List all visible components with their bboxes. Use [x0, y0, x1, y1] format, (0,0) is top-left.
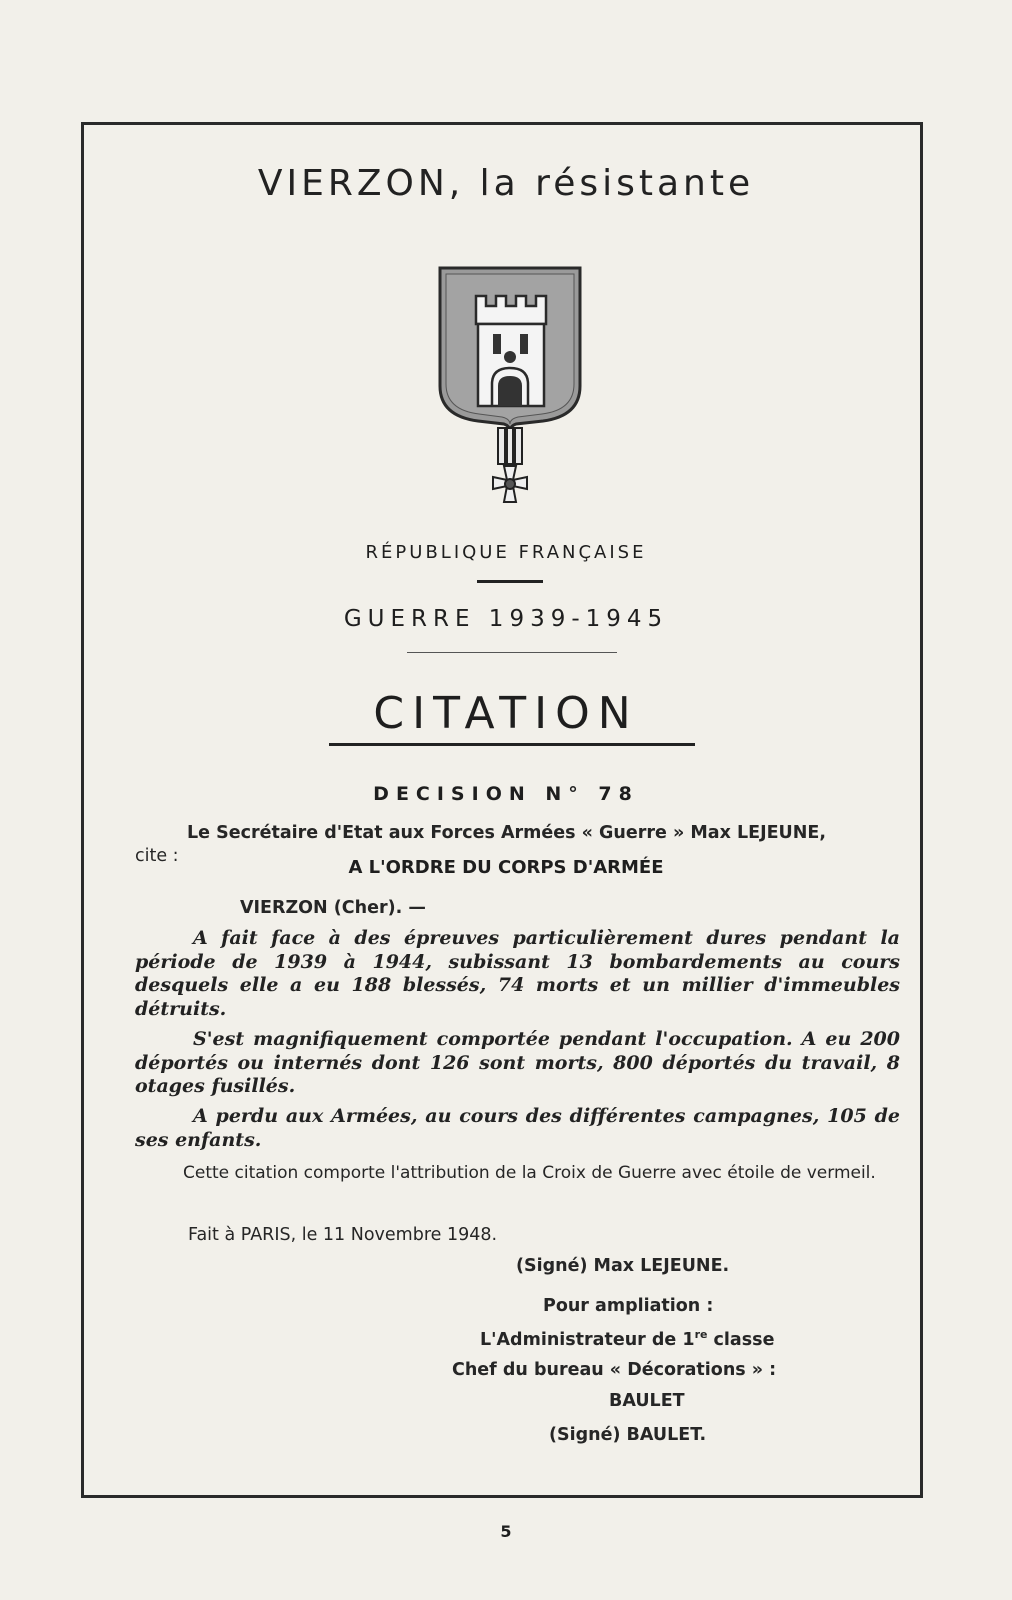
administrator-text: L'Administrateur de 1: [480, 1329, 695, 1350]
signature-baulet: (Signé) BAULET.: [549, 1425, 707, 1445]
administrator-line: [480, 1328, 774, 1350]
baulet-name: BAULET: [609, 1391, 685, 1411]
intro-line: Le Secrétaire d'Etat aux Forces Armées « Guerre » Max LEJEUNE,: [187, 823, 826, 843]
citation-paragraph: S'est magnifiquement comportée pendant l'occupation. A eu 200 déportés ou internés dont 126 sont morts, 800 déportés du travail, 8 otages fusillés.: [135, 1028, 900, 1097]
citation-heading: CITATION: [373, 688, 639, 739]
divider: [407, 652, 617, 653]
croix-de-guerre-icon: [493, 466, 527, 502]
signature-lejeune: (Signé) Max LEJEUNE.: [516, 1256, 730, 1276]
attribution-text: Cette citation comporte l'attribution de la Croix de Guerre avec étoile de vermeil.: [183, 1163, 876, 1183]
intro-cite: cite :: [135, 846, 179, 866]
date-line: Fait à PARIS, le 11 Novembre 1948.: [188, 1225, 498, 1245]
decision-number: DECISION N° 78: [373, 783, 639, 805]
order-line: A L'ORDRE DU CORPS D'ARMÉE: [348, 857, 664, 878]
war-label: GUERRE 1939-1945: [343, 606, 669, 632]
citation-paragraph: A perdu aux Armées, au cours des différentes campagnes, 105 de ses enfants.: [135, 1105, 900, 1151]
bureau-line: Chef du bureau « Décorations » :: [452, 1360, 777, 1380]
heading-underline: [329, 743, 695, 746]
citation-paragraph: A fait face à des épreuves particulièrement dures pendant la période de 1939 à 1944, subissant 13 bombardements au cours desquels elle a eu 188 blessés, 74 morts et un millier d'immeubles détruits.: [135, 927, 900, 1020]
town-line: VIERZON (Cher). —: [240, 898, 426, 918]
administrator-class: classe: [707, 1329, 775, 1350]
superscript: re: [694, 1328, 708, 1341]
ampliation-line: Pour ampliation :: [543, 1296, 714, 1316]
page-title: VIERZON, la résistante: [257, 163, 755, 204]
republic-label: RÉPUBLIQUE FRANÇAISE: [365, 542, 647, 563]
vierzon-crest-icon: [438, 266, 583, 516]
page-number: 5: [500, 1522, 512, 1541]
divider: [477, 580, 543, 583]
